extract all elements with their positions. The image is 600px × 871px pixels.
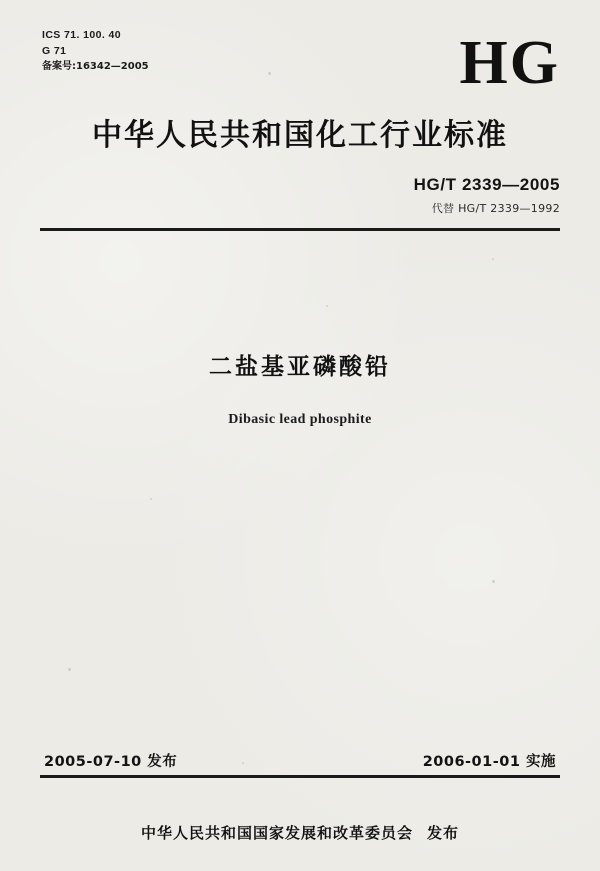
page-title: 中华人民共和国化工行业标准 bbox=[92, 118, 508, 153]
issuing-authority bbox=[0, 822, 600, 843]
effective-date: 2006-01-01 实施 bbox=[422, 754, 556, 770]
paper-speckle bbox=[150, 498, 152, 500]
filing-number: 备案号:16342—2005 bbox=[42, 61, 149, 72]
issue-verb: 发布 bbox=[427, 824, 460, 842]
subject-title-chinese: 二盐基亚磷酸铅 bbox=[209, 354, 391, 380]
issue-date: 2005-07-10 发布 bbox=[44, 754, 178, 770]
subject-title-english: Dibasic lead phosphite bbox=[228, 412, 372, 427]
date-row bbox=[44, 750, 556, 771]
document-identifiers bbox=[42, 27, 149, 75]
paper-speckle bbox=[492, 580, 495, 583]
paper-speckle bbox=[492, 258, 494, 260]
ics-code: ICS 71. 100. 40 bbox=[42, 29, 121, 41]
divider-top bbox=[40, 228, 560, 231]
standard-number: HG/T 2339—2005 bbox=[413, 175, 560, 194]
hg-logo-mark: HG bbox=[459, 29, 560, 97]
paper-speckle bbox=[268, 72, 271, 75]
paper-speckle bbox=[68, 668, 71, 671]
standard-number-block bbox=[414, 175, 560, 216]
classification-code: G 71 bbox=[42, 45, 67, 57]
replaces-note: 代替 HG/T 2339—1992 bbox=[431, 202, 560, 215]
paper-speckle bbox=[326, 305, 328, 307]
issuing-authority-name: 中华人民共和国国家发展和改革委员会 bbox=[140, 824, 413, 842]
divider-bottom bbox=[40, 775, 560, 778]
